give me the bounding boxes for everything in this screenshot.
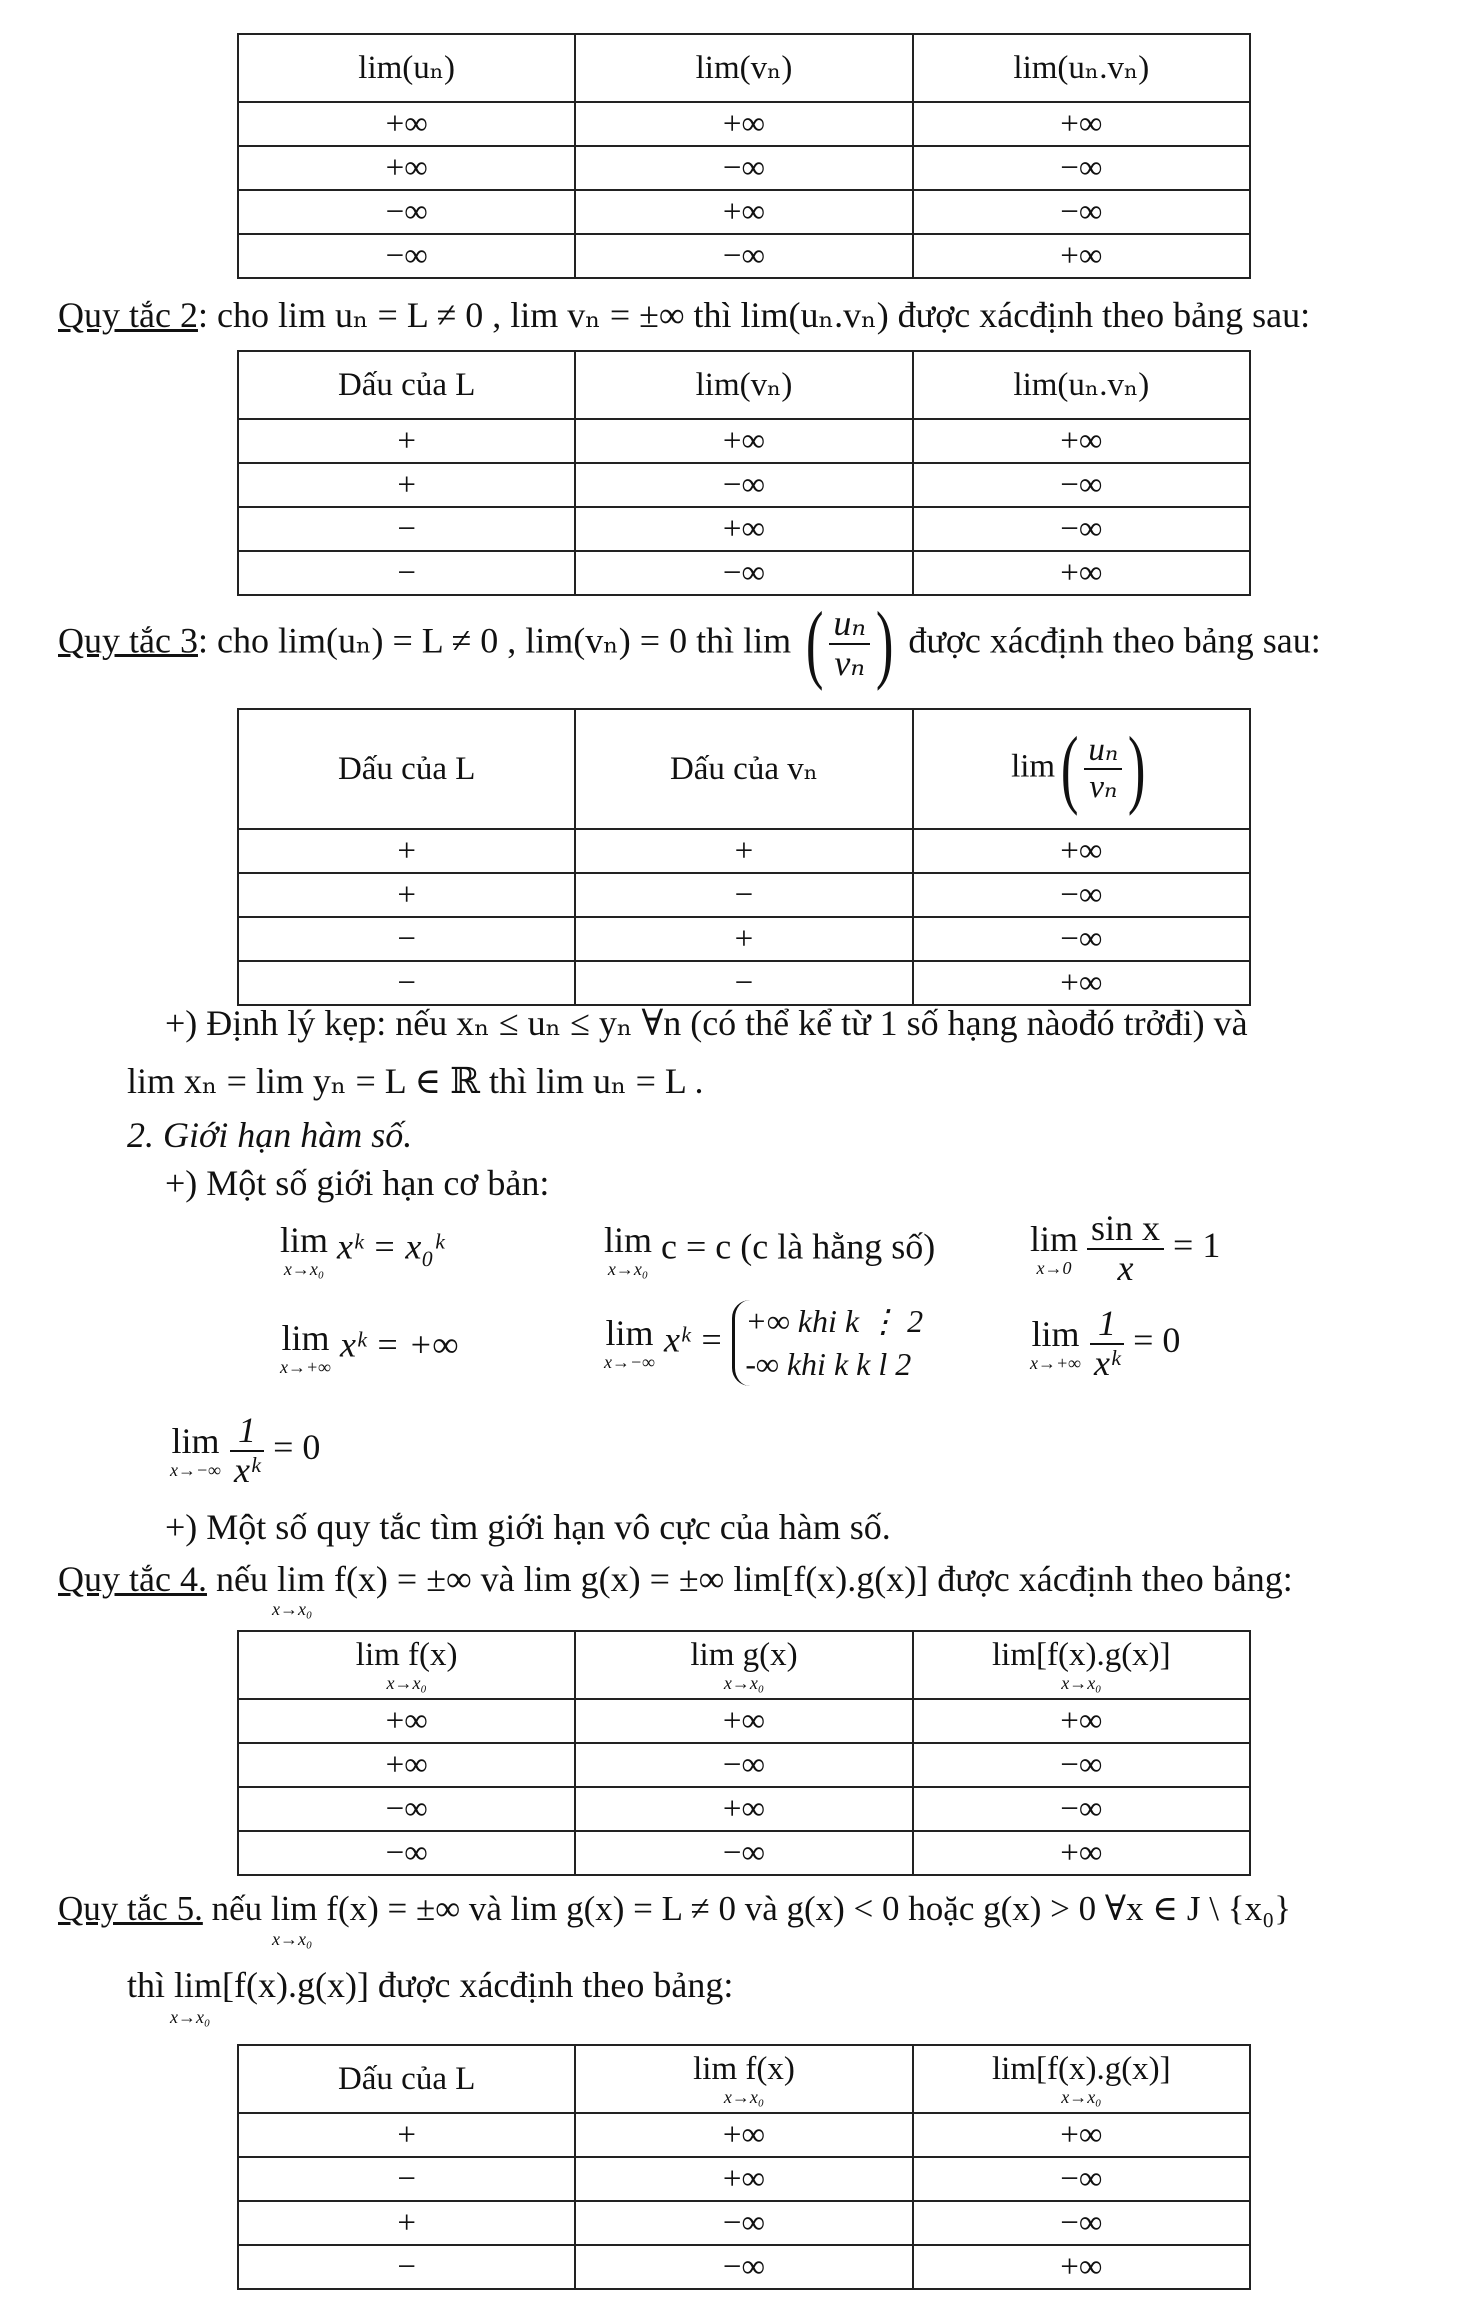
table-header: lim g(x) x→x₀ — [575, 1631, 912, 1699]
table-cell: + — [575, 829, 912, 873]
table-cell: −∞ — [913, 1743, 1250, 1787]
rule-3-body-b: được xácđịnh theo bảng sau: — [908, 620, 1321, 661]
table-header: Dấu của L — [238, 351, 575, 419]
formula-1: lim x→x₀ xᵏ = x₀ᵏ — [280, 1220, 445, 1279]
table-cell: +∞ — [913, 1831, 1250, 1875]
table-cell: −∞ — [913, 190, 1250, 234]
table-cell: −∞ — [575, 1743, 912, 1787]
table-header: Dấu của vₙ — [575, 709, 912, 829]
rule-4-body: nếu lim f(x) = ±∞ và lim g(x) = ±∞ lim[f(x).g(x)] được xácđịnh theo bảng: — [206, 1559, 1293, 1599]
table-cell: +∞ — [913, 419, 1250, 463]
table-header: Dấu của L — [238, 2045, 575, 2113]
table-header: lim f(x) x→x₀ — [238, 1631, 575, 1699]
table-header: lim(uₙ) — [238, 34, 575, 102]
table-cell: +∞ — [238, 1699, 575, 1743]
rule-4-text — [58, 1560, 1293, 1600]
table-cell: +∞ — [913, 1699, 1250, 1743]
table-cell: + — [238, 873, 575, 917]
table-row — [238, 419, 1250, 463]
table-header: lim(vₙ) — [575, 34, 912, 102]
table-cell: + — [238, 463, 575, 507]
rule-5-line-2-subscript: x→x₀ — [170, 2007, 211, 2027]
table-row — [238, 463, 1250, 507]
table-cell: −∞ — [913, 463, 1250, 507]
formula-6: lim x→+∞ $\frac{1}{\text{xᵏ}}$ = 0 — [1030, 1303, 1181, 1383]
rule-2-body: : cho lim uₙ = L ≠ 0 , lim vₙ = ±∞ thì lim(uₙ.vₙ) được xácđịnh theo bảng sau: — [197, 295, 1311, 335]
table-cell: +∞ — [575, 102, 912, 146]
table-header: lim(uₙ.vₙ) — [913, 351, 1250, 419]
table-row — [238, 2245, 1250, 2289]
table-cell: + — [238, 2113, 575, 2157]
table-cell: −∞ — [913, 917, 1250, 961]
table-cell: −∞ — [575, 551, 912, 595]
table-cell: −∞ — [238, 234, 575, 278]
table-cell: − — [238, 551, 575, 595]
table-header: Dấu của L — [238, 709, 575, 829]
rule-5-line-2: thì lim[f(x).g(x)] được xácđịnh theo bảng: — [127, 1965, 734, 2005]
infinite-rules-heading: +) Một số quy tắc tìm giới hạn vô cực của hàm số. — [165, 1507, 891, 1547]
table-cell: − — [238, 2245, 575, 2289]
table-row — [238, 2157, 1250, 2201]
table-header: lim f(x) x→x₀ — [575, 2045, 912, 2113]
table-cell: −∞ — [238, 1787, 575, 1831]
table-cell: − — [238, 507, 575, 551]
table-row — [238, 917, 1250, 961]
rule-3-fraction: $\frac{\text{uₙ}}{\text{vₙ}}$ — [829, 605, 870, 683]
table-cell: +∞ — [913, 2113, 1250, 2157]
table-cell: −∞ — [913, 146, 1250, 190]
basic-limits-heading: +) Một số giới hạn cơ bản: — [165, 1163, 550, 1203]
formula-2: lim x→x₀ c = c (c là hằng số) — [604, 1220, 936, 1279]
table-header: lim[f(x).g(x)] x→x₀ — [913, 2045, 1250, 2113]
table-cell: − — [238, 917, 575, 961]
table-row — [238, 146, 1250, 190]
formula-5: lim x→−∞ xᵏ = +∞ khi k ⋮ 2 -∞ khi k k l 2 — [604, 1300, 923, 1386]
table-row — [238, 234, 1250, 278]
squeeze-line-2: lim xₙ = lim yₙ = L ∈ ℝ thì lim uₙ = L . — [127, 1061, 704, 1101]
formula-7: lim x→−∞ $\frac{1}{\text{xᵏ}}$ = 0 — [170, 1410, 321, 1490]
table-row — [238, 1743, 1250, 1787]
table-cell: −∞ — [238, 1831, 575, 1875]
table-3 — [237, 708, 1251, 1006]
table-cell: − — [575, 873, 912, 917]
table-4 — [237, 1630, 1251, 1876]
table-cell: −∞ — [238, 190, 575, 234]
rule-5-text — [58, 1890, 1291, 1929]
rule-4-subscript: x→x₀ — [272, 1599, 313, 1619]
table-cell: +∞ — [575, 1787, 912, 1831]
table-cell: −∞ — [575, 2245, 912, 2289]
rule-3-label: Quy tắc 3 — [58, 620, 198, 661]
table-cell: +∞ — [575, 507, 912, 551]
table-cell: −∞ — [913, 2157, 1250, 2201]
rule-2-text — [58, 296, 1310, 336]
rule-3-text: Quy tắc 3: cho lim(uₙ) = L ≠ 0 , lim(vₙ) = 0 thì lim ( $\frac{\text{uₙ}}{\text{vₙ}}$ ) được xácđịnh theo bảng sau: — [58, 595, 1321, 692]
rule-5-label: Quy tắc 5. — [58, 1889, 203, 1928]
table-row — [238, 2201, 1250, 2245]
table-cell: − — [238, 961, 575, 1005]
table-cell: + — [238, 2201, 575, 2245]
table-row — [238, 102, 1250, 146]
table-cell: +∞ — [913, 961, 1250, 1005]
table-row — [238, 829, 1250, 873]
rule-5-subscript: x→x₀ — [272, 1929, 313, 1949]
table-row — [238, 1699, 1250, 1743]
table-cell: +∞ — [238, 102, 575, 146]
table-header: lim(vₙ) — [575, 351, 912, 419]
table-cell: − — [238, 2157, 575, 2201]
table-row — [238, 1831, 1250, 1875]
table-cell: + — [238, 829, 575, 873]
formula-3: lim x→0 $\frac{\text{sin x}}{x}$ = 1 — [1030, 1208, 1221, 1288]
table-cell: +∞ — [575, 419, 912, 463]
table-row — [238, 961, 1250, 1005]
table-cell: +∞ — [913, 102, 1250, 146]
table-cell: + — [238, 419, 575, 463]
table-header: lim(uₙ.vₙ) — [913, 34, 1250, 102]
table-cell: +∞ — [238, 146, 575, 190]
table-row — [238, 1787, 1250, 1831]
table-header: lim[f(x).g(x)] x→x₀ — [913, 1631, 1250, 1699]
table-header-lim-frac: lim( $\frac{\text{uₙ}}{\text{vₙ}}$ ) — [913, 709, 1250, 829]
table-cell: +∞ — [913, 234, 1250, 278]
table-cell: −∞ — [913, 507, 1250, 551]
table-cell: + — [575, 917, 912, 961]
table-row — [238, 190, 1250, 234]
table-cell: −∞ — [575, 2201, 912, 2245]
table-cell: +∞ — [913, 829, 1250, 873]
rule-3-body-a: : cho lim(uₙ) = L ≠ 0 , lim(vₙ) = 0 thì lim — [197, 620, 792, 661]
table-cell: +∞ — [575, 2113, 912, 2157]
table-row — [238, 551, 1250, 595]
section-2-title: 2. Giới hạn hàm số. — [127, 1115, 413, 1155]
table-cell: −∞ — [913, 1787, 1250, 1831]
table-cell: +∞ — [575, 2157, 912, 2201]
table-cell: −∞ — [575, 146, 912, 190]
table-cell: −∞ — [575, 1831, 912, 1875]
rule-2-label: Quy tắc 2 — [58, 295, 198, 335]
table-cell: − — [575, 961, 912, 1005]
table-cell: −∞ — [913, 2201, 1250, 2245]
table-row — [238, 2113, 1250, 2157]
table-cell: +∞ — [575, 1699, 912, 1743]
squeeze-line-1: +) Định lý kẹp: nếu xₙ ≤ uₙ ≤ yₙ ∀n (có thể kể từ 1 số hạng nàođó trởđi) và — [165, 1003, 1248, 1043]
table-2 — [237, 350, 1251, 596]
table-cell: +∞ — [238, 1743, 575, 1787]
table-cell: +∞ — [913, 551, 1250, 595]
rule-5-body: nếu lim f(x) = ±∞ và lim g(x) = L ≠ 0 và g(x) < 0 hoặc g(x) > 0 ∀x ∈ J \ {x₀} — [202, 1889, 1292, 1928]
table-row — [238, 873, 1250, 917]
table-cell: −∞ — [575, 234, 912, 278]
formula-4: lim x→+∞ xᵏ = +∞ — [280, 1318, 459, 1377]
table-5 — [237, 2044, 1251, 2290]
table-cell: +∞ — [913, 2245, 1250, 2289]
rule-4-label: Quy tắc 4. — [58, 1559, 207, 1599]
table-cell: +∞ — [575, 190, 912, 234]
table-1 — [237, 33, 1251, 279]
table-cell: −∞ — [913, 873, 1250, 917]
table-row — [238, 507, 1250, 551]
table-cell: −∞ — [575, 463, 912, 507]
